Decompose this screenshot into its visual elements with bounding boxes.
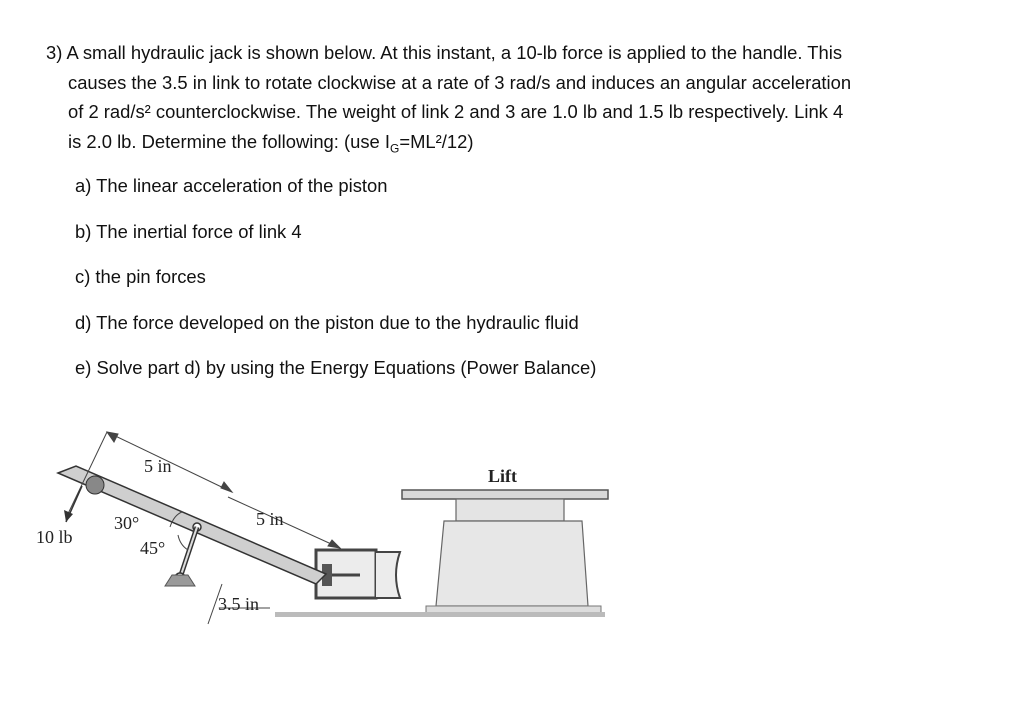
hydraulic-jack-diagram [0, 400, 1024, 721]
problem-line-4-end: =ML²/12) [399, 130, 474, 152]
handle-grip [86, 476, 104, 494]
problem-statement [46, 38, 976, 164]
ground-support-icon [165, 575, 195, 586]
label-5in-handle: 5 in [144, 456, 172, 476]
label-lift: Lift [488, 466, 517, 486]
part-e: e) Solve part d) by using the Energy Equations (Power Balance) [75, 357, 597, 379]
label-3-5in: 3.5 in [218, 594, 260, 614]
problem-line-3: of 2 rad/s² counterclockwise. The weight of link 2 and 3 are 1.0 lb and 1.5 lb respectively. Link 4 [68, 101, 844, 122]
cylinder [316, 550, 400, 598]
problem-line-2: causes the 3.5 in link to rotate clockwise at a rate of 3 rad/s and induces an angular acceleration [68, 71, 852, 93]
part-b: b) The inertial force of link 4 [75, 220, 302, 242]
label-angle-45: 45° [140, 538, 166, 558]
part-d: d) The force developed on the piston due to the hydraulic fluid [75, 311, 579, 333]
label-force: 10 lb [36, 527, 73, 547]
short-link [165, 527, 197, 586]
cylinder-right [376, 552, 400, 598]
ground-line [275, 612, 605, 617]
short-link-inner [180, 527, 197, 578]
label-angle-30: 30° [114, 513, 140, 533]
angle-arc-45 [178, 535, 188, 550]
part-c: c) the pin forces [75, 266, 206, 288]
problem-number: 3) [46, 42, 63, 63]
lift-base [436, 521, 588, 606]
part-a: a) The linear acceleration of the piston [75, 175, 388, 196]
handle-link [58, 466, 326, 584]
subscript-g: G [390, 141, 400, 156]
label-5in-link: 5 in [256, 509, 284, 529]
problem-line-1: A small hydraulic jack is shown below. At this instant, a 10-lb force is applied to the handle. This [66, 42, 843, 63]
problem-line-4: is 2.0 lb. Determine the following: (use I [68, 130, 390, 152]
lift-column [456, 499, 564, 521]
lift-platform [402, 490, 608, 499]
question-parts [75, 172, 596, 400]
